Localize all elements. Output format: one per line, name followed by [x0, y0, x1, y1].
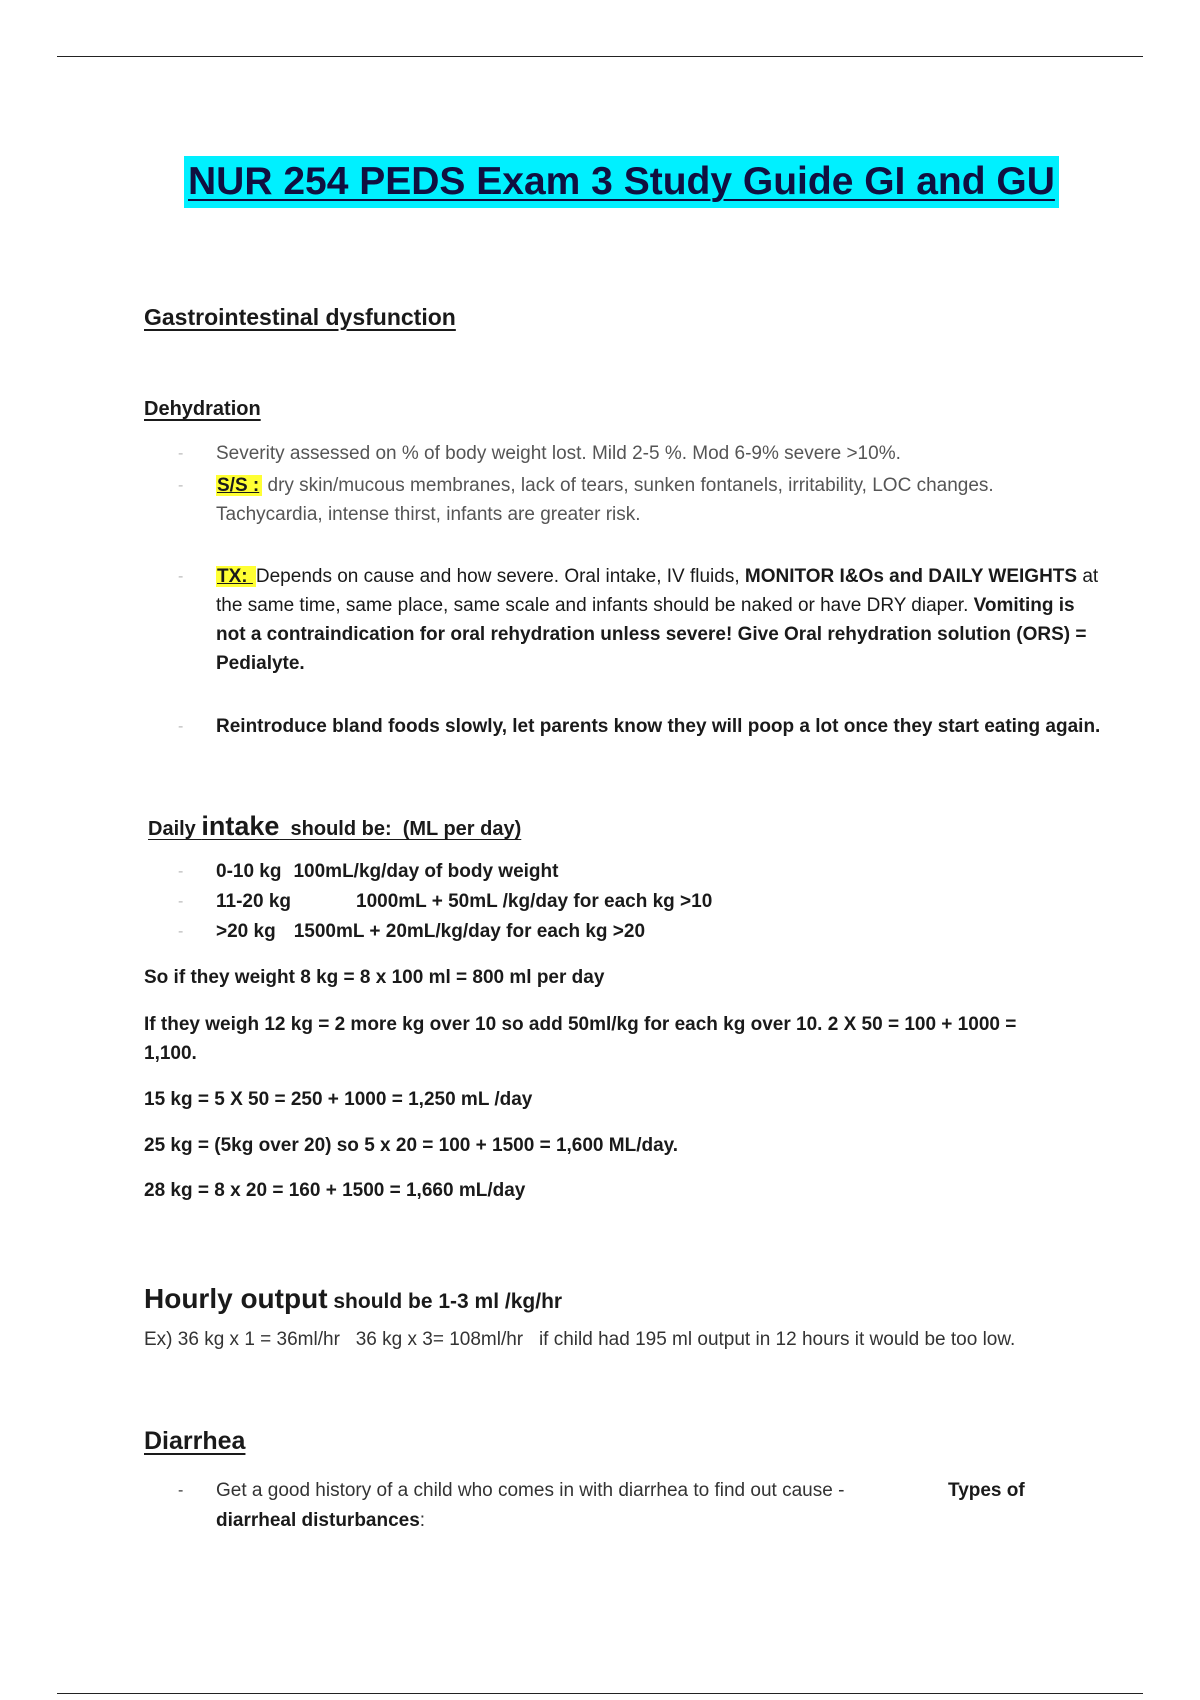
daily-intake-word1: Daily — [148, 818, 202, 840]
intake-row-1 — [144, 857, 1104, 886]
diarrhea-line2 — [216, 1506, 425, 1535]
hourly-output-example: Ex) 36 kg x 1 = 36ml/hr 36 kg x 3= 108ml/hr if child had 195 ml output in 12 hours it would be too low. — [144, 1329, 1016, 1350]
ss-label: S/S : — [216, 475, 262, 496]
hourly-output-rest: should be 1-3 ml /kg/hr — [327, 1290, 563, 1313]
ss-paragraph — [216, 471, 1104, 529]
intake-row-3 — [144, 917, 1104, 946]
daily-intake-heading — [148, 811, 521, 842]
intake-example-4: 25 kg = (5kg over 20) so 5 x 20 = 100 + 1500 = 1,600 ML/day. — [144, 1135, 679, 1156]
intake-rule: 1000mL + 50mL /kg/day for each kg >10 — [356, 891, 713, 912]
diarrhea-text: Get a good history of a child who comes in with diarrhea to find out cause - — [216, 1480, 845, 1501]
intake-row-2-text — [216, 887, 1104, 916]
intake-range: 11-20 kg — [216, 891, 291, 912]
bullet-dash: - — [178, 477, 184, 494]
tx-paragraph — [216, 562, 1104, 678]
diarrhea-types-label: Types of — [948, 1480, 1025, 1501]
daily-intake-word2: intake — [201, 811, 280, 841]
tx-part1: Depends on cause and how severe. Oral intake, IV fluids, — [255, 566, 745, 587]
top-rule — [57, 56, 1143, 57]
diarrhea-heading: Diarrhea — [144, 1427, 246, 1455]
bullet-dash: - — [178, 445, 184, 462]
reintroduce-text: Reintroduce bland foods slowly, let parents know they will poop a lot once they start eating again. — [216, 716, 1101, 737]
intake-rule: 1500mL + 20mL/kg/day for each kg >20 — [293, 921, 646, 942]
hourly-output-big: Hourly output — [144, 1283, 328, 1314]
dehydration-heading: Dehydration — [144, 398, 261, 420]
intake-row-2 — [144, 887, 1104, 916]
tx-bold1: MONITOR I&Os and DAILY WEIGHTS — [744, 566, 1078, 587]
diarrhea-types-bold: diarrheal disturbances — [216, 1510, 420, 1531]
section-heading-gi: Gastrointestinal dysfunction — [144, 304, 456, 330]
tx-part2: at the same time, same place, same scale and infants should be naked or have DRY diaper. — [216, 566, 1099, 616]
diarrhea-colon: : — [419, 1510, 426, 1531]
tx-bold2: Vomiting is not a contraindication for oral rehydration unless severe! Give Oral rehydration solution (ORS) = Pedialyte. — [216, 595, 1087, 674]
document-title: NUR 254 PEDS Exam 3 Study Guide GI and GU — [184, 156, 1059, 208]
intake-rule: 100mL/kg/day of body weight — [293, 861, 559, 882]
list-item-reintroduce — [144, 712, 1104, 741]
list-item-treatment — [144, 562, 1104, 678]
bullet-dash: - — [178, 923, 184, 940]
intake-range: 0-10 kg — [216, 861, 282, 882]
severity-text: Severity assessed on % of body weight lost. Mild 2-5 %. Mod 6-9% severe >10%. — [216, 443, 901, 464]
list-item-diarrhea — [144, 1476, 1084, 1538]
ss-text: dry skin/mucous membranes, lack of tears, sunken fontanels, irritability, LOC changes. Tachycardia, intense thirst, infants are greater risk. — [216, 475, 994, 525]
bullet-dash: - — [178, 893, 184, 910]
list-item-signs-symptoms — [144, 471, 1104, 529]
intake-example-5: 28 kg = 8 x 20 = 160 + 1500 = 1,660 mL/day — [144, 1180, 526, 1201]
bottom-rule — [57, 1693, 1143, 1694]
bullet-dash: - — [178, 1482, 184, 1499]
intake-example-2: If they weigh 12 kg = 2 more kg over 10 so add 50ml/kg for each kg over 10. 2 X 50 = 100 + 1000 = 1,100. — [144, 1014, 1017, 1064]
intake-example-1: So if they weight 8 kg = 8 x 100 ml = 800 ml per day — [144, 967, 605, 988]
bullet-dash: - — [178, 718, 184, 735]
intake-row-1-text — [216, 857, 1104, 886]
bullet-dash: - — [178, 863, 184, 880]
intake-range: >20 kg — [216, 921, 276, 942]
intake-row-3-text — [216, 917, 1104, 946]
hourly-output-heading — [144, 1283, 562, 1315]
daily-intake-word3: should be: (ML per day) — [279, 818, 522, 840]
intake-example-3: 15 kg = 5 X 50 = 250 + 1000 = 1,250 mL /day — [144, 1089, 533, 1110]
tx-label: TX: — [216, 566, 256, 587]
list-item-severity — [144, 439, 1104, 468]
bullet-dash: - — [178, 568, 184, 585]
